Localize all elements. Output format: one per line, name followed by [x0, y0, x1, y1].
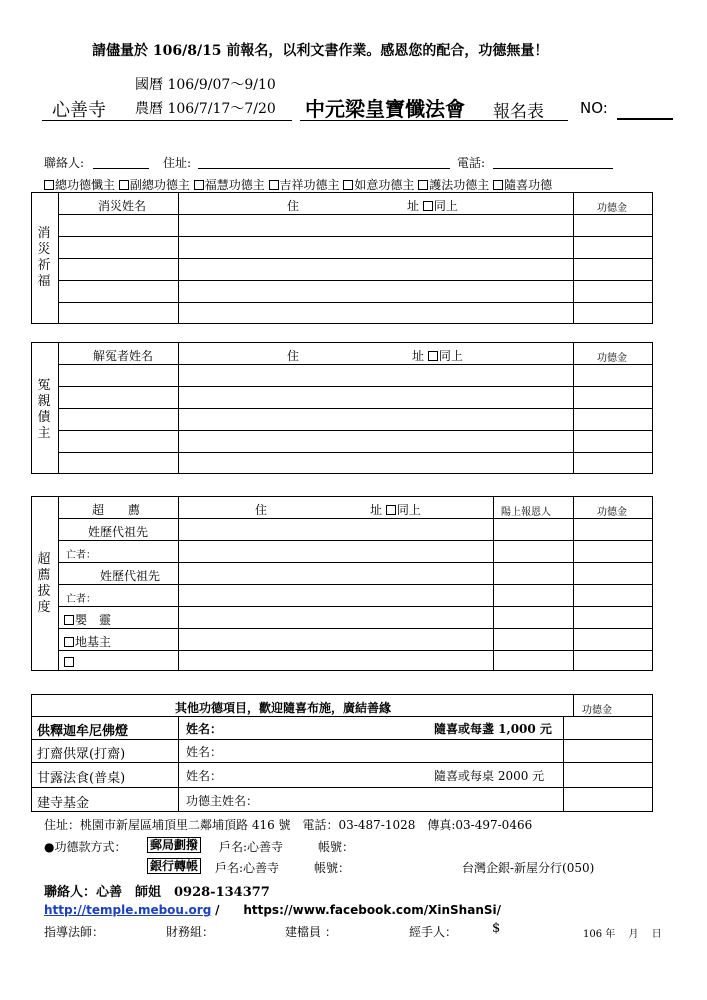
checkbox-icon[interactable]: [269, 180, 279, 190]
deceased-row-label: 亡者：: [66, 594, 96, 605]
no-field[interactable]: [617, 118, 673, 120]
merit-option[interactable]: 福慧功德主: [194, 178, 265, 192]
signature-handler: 經手人：: [409, 925, 458, 939]
signature-file: 建檔員 ：: [285, 925, 337, 939]
divider: [58, 562, 653, 563]
item-label: 打齋供眾(打齋): [37, 747, 126, 762]
signature-finance: 財務組：: [166, 925, 215, 939]
divider: [58, 258, 653, 259]
checkbox-icon[interactable]: [418, 180, 428, 190]
divider: [58, 386, 653, 387]
name-label: 姓名：: [186, 745, 223, 759]
address-label: 住址:: [163, 156, 192, 170]
postal-transfer-box: [147, 836, 201, 853]
column-header: 功德金: [582, 705, 612, 716]
bank-branch: 台灣企銀-新屋分行(050): [462, 861, 595, 875]
bank-account-name: 戶名:心善寺: [215, 861, 280, 875]
contact-field[interactable]: [93, 168, 149, 169]
bank-transfer: 銀行轉帳: [147, 858, 201, 874]
merit-options: [44, 176, 552, 193]
merit-option[interactable]: 吉祥功德主: [269, 178, 340, 192]
merit-option[interactable]: 隨喜功德: [493, 178, 552, 192]
blank-checkbox-row: [64, 655, 75, 669]
bank-transfer-box: [147, 857, 201, 874]
bank-account-no: 帳號：: [314, 861, 351, 875]
divider: [31, 739, 653, 740]
divider: [58, 408, 653, 409]
column-header: 址 同上: [412, 349, 463, 363]
contact-person: 聯絡人：心善 師姐 0928-134377: [44, 885, 270, 900]
column-header: 功德金: [597, 507, 627, 518]
divider: [573, 694, 574, 716]
temple-address: 住址：桃園市新屋區埔頂里二鄰埔頂路 416 號 電話：03-487-1028 傳真:03-497-0466: [44, 818, 533, 832]
checkbox-icon[interactable]: [493, 180, 503, 190]
name-label: 功德主姓名：: [186, 794, 259, 808]
column-header: 功德金: [597, 353, 627, 364]
item-label: 甘露法食(普桌): [37, 771, 126, 786]
merit-option[interactable]: 副總功德主: [119, 178, 190, 192]
divider: [58, 452, 653, 453]
checkbox-icon[interactable]: [64, 637, 74, 647]
ancestors-row-label: 姓歷代祖先: [100, 569, 161, 583]
phone-label: 電話:: [457, 156, 486, 170]
divider: [58, 518, 653, 519]
column-header: 住: [255, 503, 268, 517]
divider: [58, 430, 653, 431]
divider: [58, 584, 653, 585]
website-link[interactable]: http://temple.mebou.org: [44, 903, 212, 917]
notice-text: 請儘量於 106/8/15 前報名，以利文書作業。感恩您的配合，功德無量！: [92, 43, 549, 59]
column-header: 址 同上: [370, 503, 421, 517]
land-deity-row: 地基主: [64, 633, 111, 650]
dollar-sign: $: [492, 921, 501, 936]
checkbox-icon[interactable]: [194, 180, 204, 190]
form-title-suffix: 報名表: [493, 102, 544, 122]
column-header: 解冤者姓名: [93, 349, 154, 363]
facebook-link[interactable]: https://www.facebook.com/XinShanSi/: [243, 903, 501, 917]
divider: [563, 716, 564, 812]
title-underline: [300, 120, 568, 121]
section-side-label: 冤親債主: [37, 378, 51, 441]
name-label: 姓名：: [186, 722, 223, 736]
merit-option[interactable]: 總功德懺主: [44, 178, 115, 192]
deceased-row-label: 亡者：: [66, 550, 96, 561]
payment-label: ●功德款方式：: [44, 840, 127, 854]
divider: [58, 628, 653, 629]
links-row: [44, 903, 501, 917]
divider: [31, 716, 653, 717]
signature-date: 106 年 月 日: [583, 929, 662, 940]
divider: [31, 787, 653, 788]
contact-label: 聯絡人:: [44, 156, 85, 170]
divider: [58, 606, 653, 607]
checkbox-icon[interactable]: [428, 351, 438, 361]
postal-account-name: 戶名:心善寺: [219, 840, 284, 854]
ancestors-row-label: 姓歷代祖先: [88, 525, 149, 539]
column-header: 陽上報恩人: [501, 507, 551, 518]
signature-master: 指導法師：: [44, 925, 105, 939]
divider: [58, 650, 653, 651]
phone-field[interactable]: [493, 168, 613, 169]
checkbox-icon[interactable]: [423, 201, 433, 211]
postal-account-no: 帳號：: [318, 840, 355, 854]
column-header: 超 薦: [92, 503, 141, 517]
temple-name: 心善寺: [52, 100, 106, 121]
header-underline: [42, 120, 292, 121]
section-side-label: 消災祈福: [37, 226, 51, 289]
link-separator: /: [215, 903, 220, 917]
item-label: 建寺基金: [37, 796, 90, 811]
price-note: 隨喜或每盞 1,000 元: [434, 722, 552, 736]
form-title: 中元梁皇寶懺法會: [305, 97, 465, 121]
other-merits-header: 其他功德項目，歡迎隨喜布施，廣結善緣: [175, 701, 392, 715]
checkbox-icon[interactable]: [64, 657, 74, 667]
checkbox-icon[interactable]: [343, 180, 353, 190]
column-header: 址 同上: [407, 199, 458, 213]
lunar-date: 農曆 106/7/17～7/20: [135, 101, 276, 117]
divider: [58, 364, 653, 365]
no-label: NO:: [580, 99, 608, 117]
merit-option[interactable]: 護法功德主: [418, 178, 489, 192]
column-header: 消災姓名: [98, 199, 147, 213]
divider: [58, 214, 653, 215]
section-side-label: 超薦拔度: [37, 552, 51, 615]
gregorian-date: 國曆 106/9/07～9/10: [135, 77, 276, 93]
divider: [58, 302, 653, 303]
checkbox-icon[interactable]: [44, 180, 54, 190]
name-label: 姓名：: [186, 769, 223, 783]
column-header: 功德金: [597, 203, 627, 214]
divider: [58, 540, 653, 541]
column-header: 住: [287, 199, 300, 213]
checkbox-icon[interactable]: [64, 615, 74, 625]
divider: [58, 280, 653, 281]
checkbox-icon[interactable]: [119, 180, 129, 190]
item-label: 供釋迦牟尼佛燈: [37, 724, 129, 739]
price-note: 隨喜或每桌 2000 元: [434, 769, 545, 783]
infant-spirit-row: 嬰 靈: [64, 611, 111, 628]
divider: [31, 762, 653, 763]
divider: [178, 716, 179, 812]
checkbox-icon[interactable]: [386, 505, 396, 515]
column-header: 住: [287, 349, 300, 363]
divider: [58, 236, 653, 237]
address-field[interactable]: [198, 168, 450, 169]
merit-option[interactable]: 如意功德主: [343, 178, 414, 192]
postal-transfer: 郵局劃撥: [147, 837, 201, 853]
